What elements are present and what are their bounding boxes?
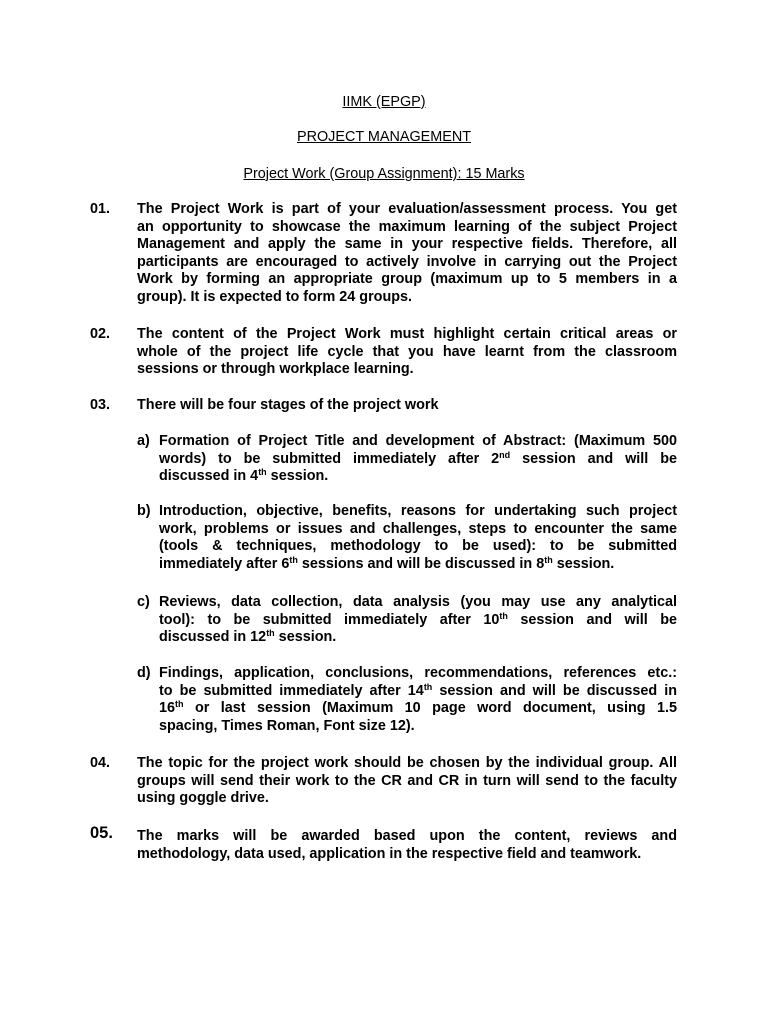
text-line: The content of the Project Work must highlight certain critical areas or xyxy=(137,326,677,342)
item-number: 01. xyxy=(90,201,111,217)
institute-title: IIMK (EPGP) xyxy=(342,94,426,110)
stage-letter: b) xyxy=(137,503,151,519)
text-line: 16th or last session (Maximum 10 page word document, using 1.5 xyxy=(159,699,677,716)
stage-letter: c) xyxy=(137,594,150,610)
text-line: Reviews, data collection, data analysis (you may use any analytical xyxy=(159,594,677,610)
text-line: Work by forming an appropriate group (maximum up to 5 members in a xyxy=(137,271,677,287)
text-line: work, problems or issues and challenges, steps to encounter the same xyxy=(159,520,677,537)
text-line: spacing, Times Roman, Font size 12). xyxy=(159,717,415,734)
item-text xyxy=(137,201,677,306)
item-text xyxy=(137,755,677,808)
course-title: PROJECT MANAGEMENT xyxy=(296,129,472,145)
text-line: Management and apply the same in your respective fields. Therefore, all xyxy=(137,236,677,252)
text-line: participants are encouraged to actively involve in carrying out the Project xyxy=(137,253,677,270)
text-line: groups will send their work to the CR and CR in turn will send to the faculty xyxy=(137,772,677,789)
assignment-title: Project Work (Group Assignment): 15 Marks xyxy=(243,166,525,182)
text-line: using goggle drive. xyxy=(137,790,269,806)
text-line: discussed in 12th session. xyxy=(159,628,337,645)
text-line: Findings, application, conclusions, recommendations, references etc.: xyxy=(159,665,677,681)
text-line: The Project Work is part of your evaluation/assessment process. You get xyxy=(137,201,677,217)
text-line: The marks will be awarded based upon the content, reviews and xyxy=(137,828,677,844)
stage-text xyxy=(159,594,677,647)
item-number: 04. xyxy=(90,755,111,771)
stage-letter: a) xyxy=(137,433,150,449)
text-line: discussed in 4th session. xyxy=(159,467,329,484)
text-line: immediately after 6th sessions and will be discussed in 8th session. xyxy=(159,554,615,572)
text-line: There will be four stages of the project work xyxy=(137,397,439,413)
text-line: group). It is expected to form 24 groups. xyxy=(137,288,413,305)
text-line: words) to be submitted immediately after 2nd session and will be xyxy=(159,449,677,467)
text-line: to be submitted immediately after 14th session and will be discussed in xyxy=(159,681,677,699)
text-line: methodology, data used, application in the respective field and teamwork. xyxy=(137,845,642,862)
text-line: (tools & techniques, methodology to be used): to be submitted xyxy=(159,538,677,554)
stage-text xyxy=(159,665,677,735)
item-number: 05. xyxy=(90,824,113,842)
stage-text xyxy=(159,503,677,573)
stage-letter: d) xyxy=(137,665,151,681)
item-number: 03. xyxy=(90,397,111,413)
item-number: 02. xyxy=(90,326,111,342)
item-text xyxy=(137,397,677,415)
text-line: an opportunity to showcase the maximum learning of the subject Project xyxy=(137,218,677,235)
stage-text xyxy=(159,433,677,486)
text-line: sessions or through workplace learning. xyxy=(137,361,414,377)
text-line: Introduction, objective, benefits, reasons for undertaking such project xyxy=(159,503,677,519)
text-line: tool): to be submitted immediately after 10th session and will be xyxy=(159,610,677,628)
text-line: whole of the project life cycle that you have learnt from the classroom xyxy=(137,343,677,360)
item-text xyxy=(137,828,677,863)
item-text xyxy=(137,326,677,379)
text-line: The topic for the project work should be chosen by the individual group. All xyxy=(137,755,677,771)
text-line: Formation of Project Title and development of Abstract: (Maximum 500 xyxy=(159,433,677,449)
